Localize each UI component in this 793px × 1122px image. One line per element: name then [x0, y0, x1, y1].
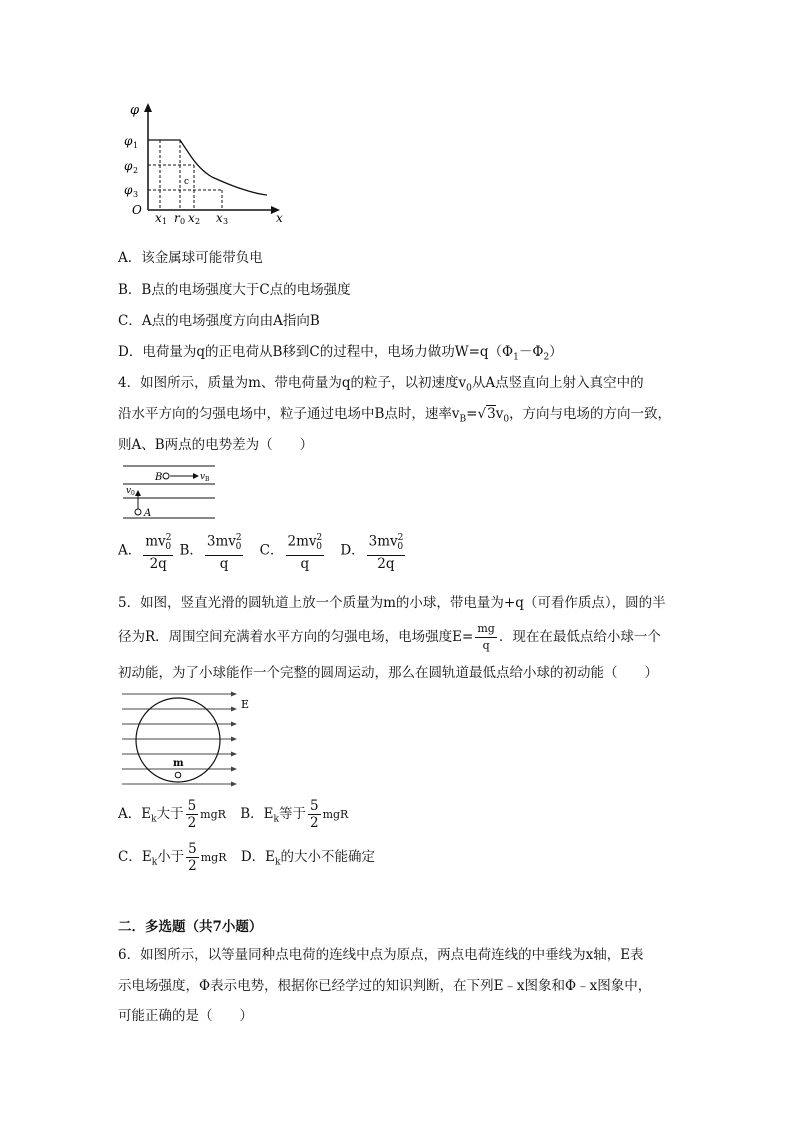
q5-option-a[interactable] [118, 797, 226, 837]
x2-sub: 2 [195, 217, 201, 225]
x1-label: x [155, 211, 162, 225]
frac-den: 2q [377, 556, 395, 573]
fraction [286, 530, 325, 572]
q4-line2-post: ，方向与电场的方向一致， [509, 406, 672, 422]
phi1-sub: 1 [133, 141, 139, 150]
q4-option-b-label: B． [179, 542, 203, 559]
q4-options [118, 530, 417, 572]
q4-line2-pre: 沿水平方向的匀强电场中，粒子通过电场中B点时，速率v [118, 406, 460, 422]
sup-2: 2 [397, 533, 404, 543]
sup-2: 2 [316, 533, 323, 543]
frac-num: 2mv [287, 533, 317, 550]
label-b: B [155, 472, 163, 483]
label-vB: v [200, 472, 206, 482]
q5-option-c-mid: 小于 [157, 849, 185, 865]
x3-label: x [216, 211, 223, 225]
q5-circle-field-figure [120, 690, 260, 790]
q6-line1: 6．如图所示，以等量同种点电荷的连线中点为原点，两点电荷连线的中垂线为x轴，E表 [118, 947, 644, 963]
q4-line1-sub: 0 [466, 383, 472, 394]
x2-label: x [188, 211, 195, 225]
phi3-sub: 3 [133, 190, 139, 199]
phi2-label: φ [124, 159, 133, 173]
q4-line1-text: 4．如图所示，质量为m、带电荷量为q的粒子，以初速度v [118, 375, 467, 391]
x1-sub: 1 [162, 217, 168, 225]
q6-line2: 示电场强度，Φ表示电势，根据你已经学过的知识判断，在下列E﹣x图象和Φ﹣x图象中， [118, 978, 652, 994]
q5-option-c-pre: C．E [118, 849, 152, 865]
fraction [367, 530, 406, 572]
c-label: c [184, 177, 190, 187]
label-m: m [173, 758, 184, 769]
fraction [205, 530, 244, 572]
q4-option-a-label: A． [118, 542, 142, 559]
phi-x-graph [112, 100, 292, 225]
label-e: E [241, 698, 250, 711]
q4-line2-v-sub: 0 [503, 414, 510, 425]
phi-curve [148, 140, 267, 195]
q3-d-post: ） [549, 344, 563, 360]
axis-x-label: x [276, 211, 283, 225]
field-arrowhead [231, 692, 237, 697]
sub-0: 0 [397, 542, 404, 553]
sqrt-radicand: 3 [487, 406, 496, 422]
q4-line1 [118, 373, 644, 399]
q4-option-c[interactable] [260, 530, 326, 572]
frac-den: 2q [149, 556, 167, 573]
fraction-mg-q [475, 621, 496, 654]
q3-option-b: B．B点的电场强度大于C点的电场强度 [118, 282, 351, 298]
r0-label: r [174, 211, 180, 225]
frac-num: 3mv [206, 533, 236, 550]
q4-option-d[interactable] [340, 530, 407, 572]
sub-k: k [275, 857, 281, 868]
q4-line2 [118, 404, 671, 430]
sup-2: 2 [165, 533, 172, 543]
q3-d-pre: D．电荷量为q的正电荷从B移到C的过程中，电场力做功W=q（Φ [118, 344, 514, 360]
fraction-5-2 [186, 798, 199, 831]
q5-options-row1 [118, 797, 358, 837]
q4-line1-post: 从A点竖直向上射入真空中的 [471, 375, 644, 391]
q3-option-a: A．该金属球可能带负电 [118, 250, 263, 266]
frac-num: 5 [187, 798, 197, 814]
frac-num: 3mv [368, 533, 398, 550]
label-v0: v [126, 486, 132, 496]
q4-option-b[interactable] [179, 530, 245, 572]
frac-den: q [219, 556, 229, 573]
q3-d-sub2: 2 [543, 352, 550, 363]
ball [175, 772, 181, 778]
frac-num: mv [145, 533, 166, 550]
q5-option-d-post: 的大小不能确定 [280, 849, 375, 865]
frac-den: 2 [188, 858, 197, 874]
fraction [143, 530, 173, 572]
q3-d-sub1: 1 [513, 352, 519, 363]
q5-option-a-post: mgR [200, 808, 226, 821]
vB-arrowhead [193, 473, 199, 479]
origin-label: O [132, 203, 142, 217]
q4-line2-sub: B [459, 414, 467, 425]
x3-sub: 3 [223, 217, 229, 225]
q5-line1: 5．如图，竖直光滑的圆轨道上放一个质量为m的小球，带电量为+q（可看作质点），圆的半 [118, 595, 666, 611]
phi3-label: φ [124, 183, 133, 197]
y-axis-arrow [144, 103, 152, 112]
section-title-multiple-choice: 二．多选题（共7小题） [118, 919, 263, 935]
q5-option-b-pre: B．E [240, 806, 274, 822]
q3-option-c: C．A点的电场强度方向由A指向B [118, 313, 320, 329]
q5-option-b-mid: 等于 [278, 806, 306, 822]
q5-option-a-pre: A．E [118, 806, 152, 822]
field-arrowhead [231, 707, 237, 712]
label-vB-sub: B [205, 476, 210, 483]
frac-num: 5 [188, 841, 197, 857]
phi2-sub: 2 [133, 166, 139, 175]
frac-num: 5 [309, 798, 319, 814]
q5-line2-post: ．现在在最低点给小球一个 [498, 629, 661, 645]
sub-k: k [273, 814, 279, 825]
point-b [163, 473, 169, 479]
phi1-label: φ [124, 134, 133, 148]
v0-arrowhead [135, 490, 141, 496]
q4-line3: 则A、B两点的电势差为（ ） [118, 437, 314, 453]
sub-0: 0 [316, 542, 323, 553]
q3-option-d [118, 342, 563, 368]
q4-line2-eq: = [466, 406, 478, 422]
fraction-5-2 [308, 798, 321, 831]
q5-option-a-mid: 大于 [156, 806, 184, 822]
q4-option-d-label: D． [340, 542, 365, 559]
frac-den: 2 [187, 815, 197, 831]
q6-line3: 可能正确的是（ ） [118, 1008, 253, 1024]
sup-2: 2 [235, 533, 242, 543]
field-arrowhead [231, 737, 237, 742]
q5-option-d-pre: D．E [240, 849, 275, 865]
frac-den: q [300, 556, 310, 573]
q5-option-d[interactable] [241, 840, 375, 880]
sub-k: k [151, 814, 157, 825]
r0-sub: 0 [180, 217, 186, 225]
q3-d-mid: －Φ [518, 344, 544, 360]
q5-option-b[interactable] [240, 797, 348, 837]
field-arrowhead [231, 722, 237, 727]
field-arrowhead [231, 782, 237, 787]
q5-option-c[interactable] [118, 840, 227, 880]
q5-line2 [118, 620, 661, 654]
fraction-5-2 [186, 841, 199, 874]
q5-line2-pre: 径为R．周围空间充满着水平方向的匀强电场，电场强度E= [118, 629, 474, 645]
q5-option-b-post: mgR [322, 808, 349, 821]
point-a [135, 509, 141, 515]
sub-k: k [151, 857, 158, 868]
sqrt-expression: √3 [477, 406, 496, 422]
axis-y-label: φ [130, 103, 140, 118]
q5-option-c-post: mgR [200, 851, 227, 864]
frac-den: 2 [309, 815, 319, 831]
label-v0-sub: 0 [131, 490, 135, 497]
sub-0: 0 [165, 542, 172, 553]
q4-field-figure [120, 462, 220, 522]
field-arrowhead [231, 752, 237, 757]
q4-option-c-label: C． [259, 542, 284, 559]
q4-option-a[interactable] [118, 530, 175, 572]
label-a: A [144, 508, 152, 519]
q5-options-row2 [118, 840, 385, 880]
frac-den: q [482, 639, 490, 652]
field-arrowhead [231, 767, 237, 772]
q4-line2-v: v [495, 406, 504, 422]
frac-num: mg [475, 621, 496, 638]
q5-line3: 初动能，为了小球能作一个完整的圆周运动，那么在圆轨道最低点给小球的初动能（ ） [118, 665, 658, 681]
sub-0: 0 [235, 542, 242, 553]
